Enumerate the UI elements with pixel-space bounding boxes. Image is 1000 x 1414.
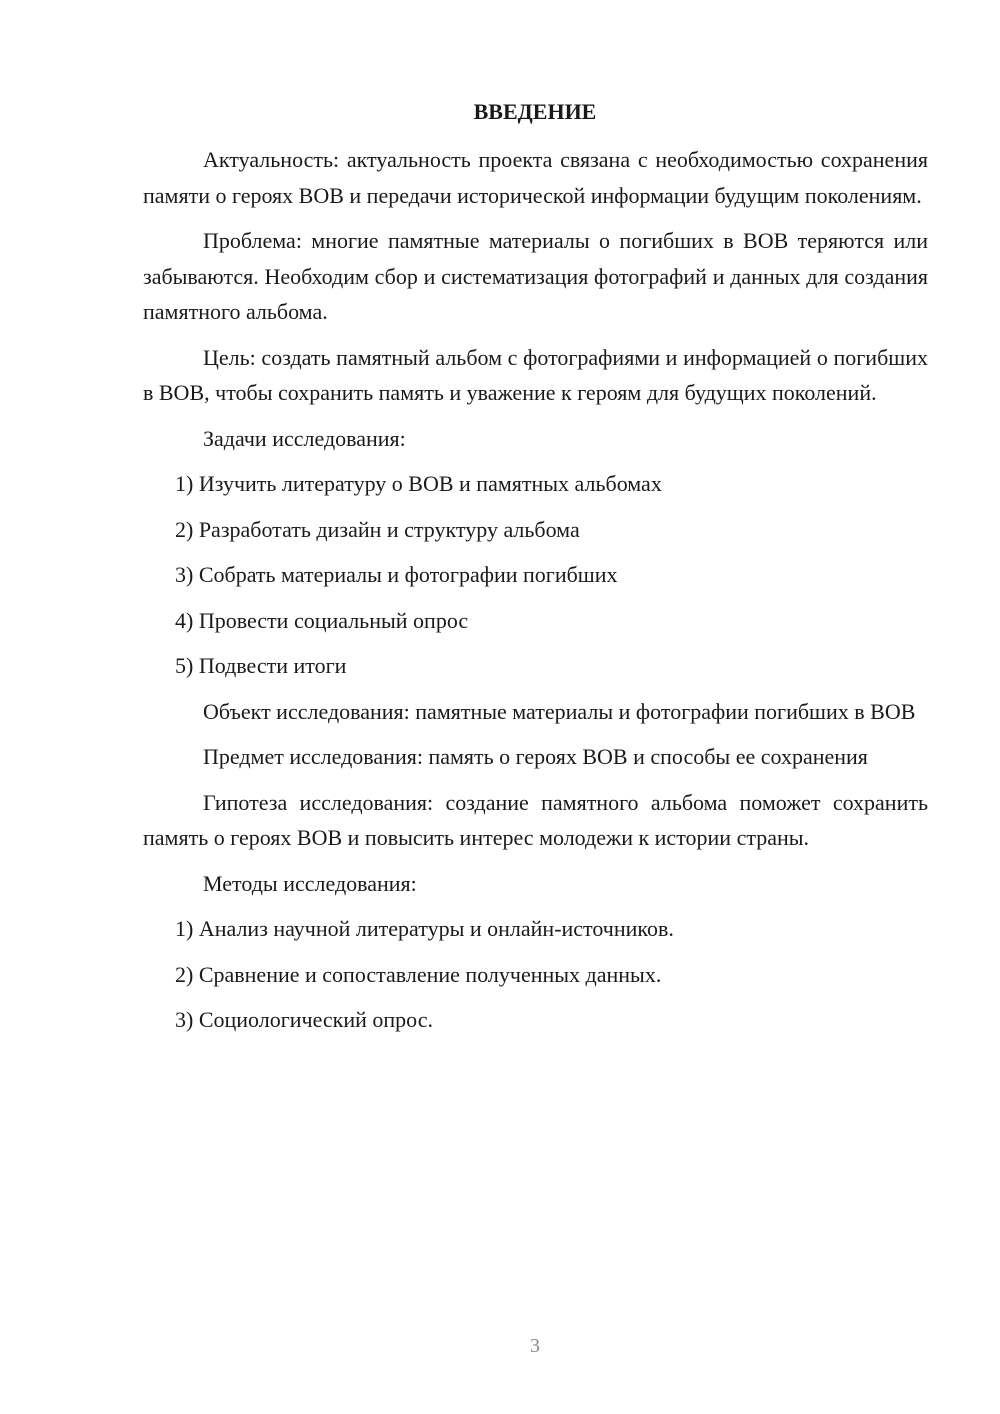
tasks-title: Задачи исследования: bbox=[203, 425, 406, 451]
task-item: 5) Подвести итоги bbox=[175, 653, 347, 678]
section-heading: ВВЕДЕНИЕ bbox=[473, 99, 597, 124]
page-number: 3 bbox=[530, 1335, 540, 1357]
goal-paragraph: Цель: создать памятный альбом с фотографиями и информацией о погибших в ВОВ, чтобы сохранить память и уважение к героям для будущих поколений. bbox=[143, 344, 928, 405]
task-item: 2) Разработать дизайн и структуру альбома bbox=[175, 516, 580, 542]
method-item: 1) Анализ научной литературы и онлайн-источников. bbox=[175, 916, 674, 941]
task-item: 4) Провести социальный опрос bbox=[175, 607, 469, 633]
problem-paragraph: Проблема: многие памятные материалы о погибших в ВОВ теряются или забываются. Необходим сбор и систематизация фотографий и данных для создания памятного альбома. bbox=[143, 228, 928, 324]
method-item: 3) Социологический опрос. bbox=[175, 1007, 433, 1032]
relevance-paragraph: Актуальность: актуальность проекта связана с необходимостью сохранения памяти о героях ВОВ и передачи исторической информации будущим поколениям. bbox=[143, 147, 928, 208]
task-item: 1) Изучить литературу о ВОВ и памятных альбомах bbox=[175, 471, 662, 496]
subject-paragraph: Предмет исследования: память о героях ВОВ и способы ее сохранения bbox=[203, 744, 868, 769]
methods-title: Методы исследования: bbox=[203, 870, 417, 896]
method-item: 2) Сравнение и сопоставление полученных данных. bbox=[175, 961, 662, 987]
document-body bbox=[143, 142, 928, 1048]
object-paragraph: Объект исследования: памятные материалы и фотографии погибших в ВОВ bbox=[203, 698, 916, 724]
task-item: 3) Собрать материалы и фотографии погибших bbox=[175, 562, 618, 587]
hypothesis-paragraph: Гипотеза исследования: создание памятного альбома поможет сохранить память о героях ВОВ и повысить интерес молодежи к истории страны. bbox=[143, 789, 928, 850]
